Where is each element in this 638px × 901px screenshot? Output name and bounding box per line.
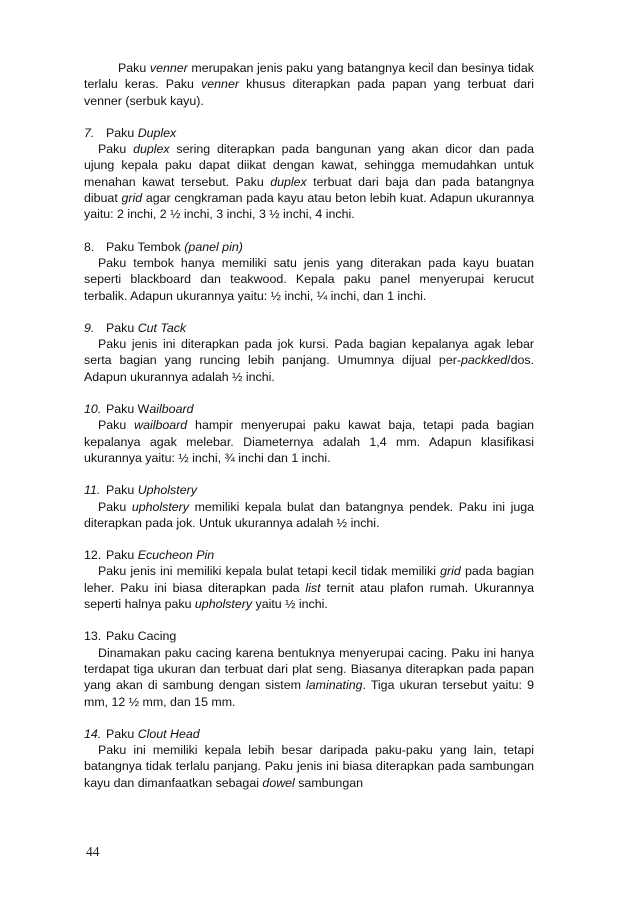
section-number: 10. — [84, 402, 102, 417]
section-number: 11. — [84, 483, 101, 498]
body-italic-term: grid — [440, 564, 461, 579]
title-italic-term: Upholstery — [137, 483, 197, 498]
section-body: Paku jenis ini diterapkan pada jok kursi. Pada bagian kepalanya agak lebar serta bagian yang runcing lebih panjang. Umumnya dijual per-packked/dos. Adapun ukurannya adalah ½ inchi. — [84, 337, 534, 384]
section-number: 8. — [84, 239, 95, 254]
section-heading — [84, 547, 534, 563]
section-item — [84, 401, 534, 466]
section-title: Paku Cut Tack — [106, 320, 187, 335]
section-body: Paku wailboard hampir menyerupai paku kawat baja, tetapi pada bagian kepalanya agak melebar. Diameternya adalah 1,4 mm. Adapun klasifikasi ukurannya yaitu: ½ inchi, ¾ inchi dan 1 inchi. — [84, 418, 534, 465]
section-item — [84, 628, 534, 709]
section-heading — [84, 239, 534, 255]
section-title: Paku Cacing — [106, 629, 177, 644]
section-title: Paku Duplex — [106, 125, 177, 140]
section-item — [84, 482, 534, 531]
body-italic-term: grid — [121, 191, 143, 206]
body-italic-term: laminating — [306, 678, 363, 693]
section-body: Paku upholstery memiliki kepala bulat dan batangnya pendek. Paku ini juga diterapkan pada jok. Untuk ukurannya adalah ½ inchi. — [84, 499, 535, 530]
intro-italic-term: venner — [201, 77, 239, 92]
body-italic-term: wailboard — [134, 418, 188, 433]
section-item — [84, 320, 534, 385]
body-italic-term: duplex — [270, 174, 307, 189]
section-item — [84, 547, 534, 612]
page-number: 44 — [86, 844, 100, 859]
section-item — [84, 726, 534, 791]
body-italic-term: upholstery — [131, 499, 189, 514]
section-item — [84, 239, 534, 304]
section-heading — [84, 401, 534, 417]
body-italic-term: upholstery — [194, 597, 253, 612]
section-number: 12. — [84, 548, 102, 563]
section-heading — [84, 482, 534, 498]
section-title: Paku Upholstery — [106, 483, 197, 498]
intro-italic-term: venner — [149, 61, 188, 75]
title-italic-term: (panel pin) — [184, 239, 243, 254]
title-italic-term: Ecucheon Pin — [137, 548, 215, 563]
section-number: 13. — [84, 629, 102, 644]
section-body: Paku ini memiliki kepala lebih besar daripada paku-paku yang lain, tetapi batangnya tidak terlalu panjang. Paku jenis ini biasa diterapkan pada sambungan kayu dan dimanfaatkan sebagai dowel sambungan — [84, 743, 534, 790]
section-number: 14. — [84, 726, 102, 741]
section-list — [84, 125, 534, 791]
body-italic-term: dowel — [262, 775, 295, 790]
section-heading — [84, 125, 534, 141]
section-body: Paku jenis ini memiliki kepala bulat tetapi kecil tidak memiliki grid pada bagian leher. Paku ini biasa diterapkan pada list ternit atau plafon rumah. Ukurannya seperti halnya paku upholstery yaitu ½ inchi. — [84, 564, 534, 612]
section-title: Paku Tembok (panel pin) — [106, 239, 243, 254]
title-italic-term: Clout Head — [137, 726, 200, 741]
body-italic-term: list — [305, 580, 321, 595]
intro-paragraph: Paku venner merupakan jenis paku yang batangnya kecil dan besinya tidak terlalu keras. Paku venner khusus diterapkan pada papan yang terbuat dari venner (serbuk kayu). — [84, 61, 534, 108]
section-title: Paku Clout Head — [106, 726, 200, 741]
section-body: Dinamakan paku cacing karena bentuknya menyerupai cacing. Paku ini hanya terdapat tiga ukuran dan terbuat dari plat seng. Biasanya diterapkan pada papan yang akan di sambung dengan sistem laminating. Tiga ukuran tersebut yaitu: 9 mm, 12 ½ mm, dan 15 mm. — [84, 645, 534, 709]
section-heading — [84, 628, 534, 644]
section-body: Paku tembok hanya memiliki satu jenis yang diterakan pada kayu buatan seperti blackboard dan teakwood. Kepala paku panel menyerupai kerucut terbalik. Adapun ukurannya yaitu: ½ inchi, ¼ inchi, dan 1 inchi. — [84, 255, 534, 303]
section-title: Paku Wailboard — [106, 402, 194, 417]
section-body: Paku duplex sering diterapkan pada bangunan yang akan dicor dan pada ujung kepala paku dapat diikat dengan kawat, sehingga memudahkan untuk menahan kawat tersebut. Paku duplex terbuat dari baja dan pada batangnya dibuat grid agar cengkraman pada kayu atau beton lebih kuat. Adapun ukurannya yaitu: 2 inchi, 2 ½ inchi, 3 inchi, 3 ½ inchi, 4 inchi. — [84, 142, 535, 222]
section-item — [84, 125, 534, 223]
section-heading — [84, 726, 534, 742]
section-title: Paku Ecucheon Pin — [106, 548, 215, 563]
page-content — [84, 60, 534, 791]
title-italic-term: Duplex — [137, 125, 177, 140]
section-number: 7. — [84, 125, 95, 140]
title-italic-term: Cut Tack — [137, 320, 187, 335]
body-italic-term: duplex — [133, 142, 170, 157]
section-heading — [84, 320, 534, 336]
title-italic-term: ailboard — [149, 402, 194, 417]
section-number: 9. — [84, 320, 95, 335]
body-italic-term: packked — [460, 353, 508, 368]
